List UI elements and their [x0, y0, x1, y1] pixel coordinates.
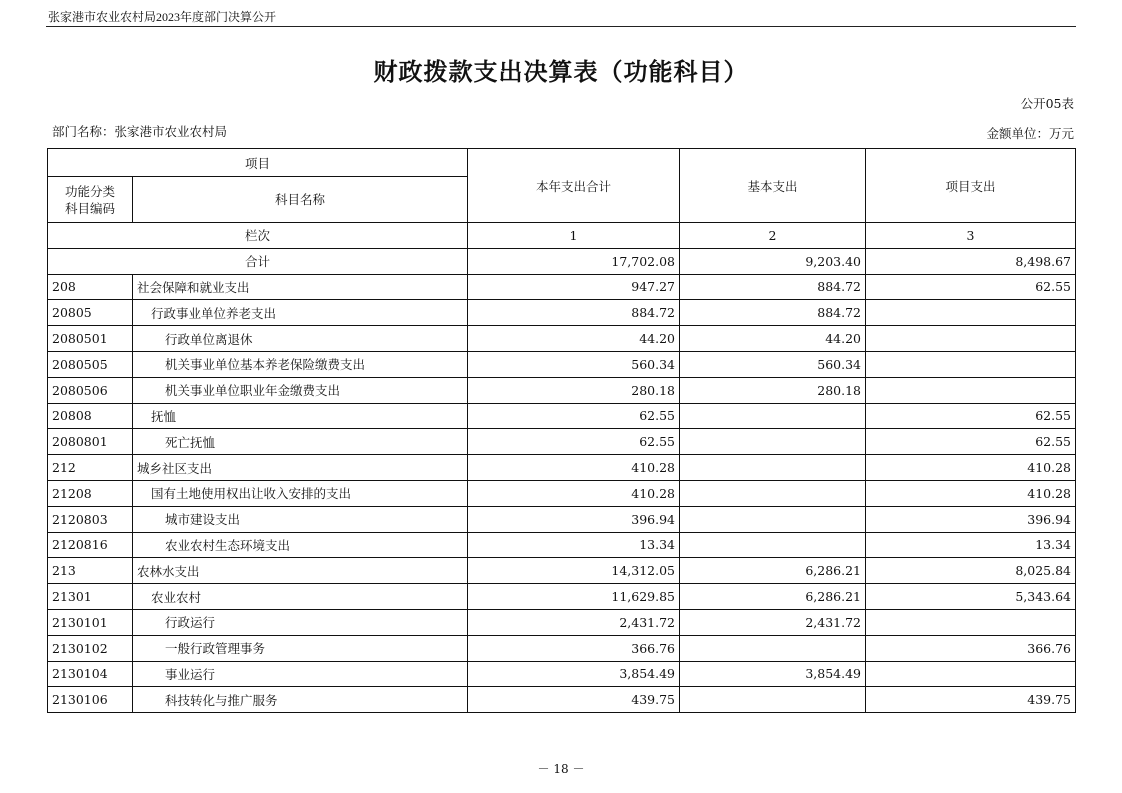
- row-basic: [680, 455, 866, 481]
- row-code: 2130104: [48, 661, 133, 687]
- table-row: [48, 455, 1076, 481]
- row-code: 2130106: [48, 687, 133, 713]
- row-code: 2130102: [48, 635, 133, 661]
- row-code: 2120803: [48, 506, 133, 532]
- row-total: 11,629.85: [468, 584, 680, 610]
- table-row: [48, 377, 1076, 403]
- row-project: [866, 351, 1076, 377]
- row-code: 208: [48, 274, 133, 300]
- table-row: [48, 300, 1076, 326]
- row-name: 城乡社区支出: [133, 455, 468, 481]
- row-code: 20805: [48, 300, 133, 326]
- column-index-1: 1: [468, 223, 680, 249]
- table-row: [48, 480, 1076, 506]
- row-total: 62.55: [468, 403, 680, 429]
- row-total: 947.27: [468, 274, 680, 300]
- row-basic: [680, 532, 866, 558]
- table-row: [48, 635, 1076, 661]
- row-basic: [680, 403, 866, 429]
- row-name: 抚恤: [133, 403, 468, 429]
- row-code: 212: [48, 455, 133, 481]
- row-project: 410.28: [866, 455, 1076, 481]
- header-project-expenditure: 项目支出: [866, 149, 1076, 223]
- row-name: 科技转化与推广服务: [133, 687, 468, 713]
- row-code: 2120816: [48, 532, 133, 558]
- row-basic: [680, 635, 866, 661]
- row-name: 机关事业单位职业年金缴费支出: [133, 377, 468, 403]
- column-index-2: 2: [680, 223, 866, 249]
- header-project: 项目: [48, 149, 468, 177]
- row-project: 5,343.64: [866, 584, 1076, 610]
- total-amount: 17,702.08: [468, 248, 680, 274]
- row-name: 行政单位离退休: [133, 326, 468, 352]
- row-basic: 3,854.49: [680, 661, 866, 687]
- running-header: 张家港市农业农村局2023年度部门决算公开: [48, 10, 277, 24]
- row-name: 国有土地使用权出让收入安排的支出: [133, 480, 468, 506]
- table-row: [48, 609, 1076, 635]
- row-basic: 884.72: [680, 274, 866, 300]
- row-total: 280.18: [468, 377, 680, 403]
- row-basic: [680, 480, 866, 506]
- row-name: 城市建设支出: [133, 506, 468, 532]
- row-name: 事业运行: [133, 661, 468, 687]
- row-name: 一般行政管理事务: [133, 635, 468, 661]
- row-project: 366.76: [866, 635, 1076, 661]
- table-row: [48, 326, 1076, 352]
- amount-unit: 金额单位：万元: [986, 126, 1074, 141]
- header-code: [48, 177, 133, 223]
- column-index-row: [48, 223, 1076, 249]
- row-name: 农林水支出: [133, 558, 468, 584]
- total-basic: 9,203.40: [680, 248, 866, 274]
- table-row: [48, 351, 1076, 377]
- expenditure-table: [47, 148, 1076, 713]
- row-project: [866, 609, 1076, 635]
- row-total: 560.34: [468, 351, 680, 377]
- row-total: 14,312.05: [468, 558, 680, 584]
- header-basic: 基本支出: [680, 149, 866, 223]
- table-row: [48, 429, 1076, 455]
- row-basic: 884.72: [680, 300, 866, 326]
- row-total: 44.20: [468, 326, 680, 352]
- row-total: 3,854.49: [468, 661, 680, 687]
- row-code: 213: [48, 558, 133, 584]
- row-name: 农业农村: [133, 584, 468, 610]
- table-row: [48, 687, 1076, 713]
- row-total: 13.34: [468, 532, 680, 558]
- row-project: [866, 377, 1076, 403]
- total-label: 合计: [48, 248, 468, 274]
- header-total: 本年支出合计: [468, 149, 680, 223]
- row-code: 2130101: [48, 609, 133, 635]
- header-row-1: [48, 149, 1076, 177]
- table-row: [48, 274, 1076, 300]
- row-project: 62.55: [866, 274, 1076, 300]
- table-row: [48, 661, 1076, 687]
- table-row: [48, 584, 1076, 610]
- row-basic: 2,431.72: [680, 609, 866, 635]
- row-total: 396.94: [468, 506, 680, 532]
- column-index-label: 栏次: [48, 223, 468, 249]
- row-basic: [680, 506, 866, 532]
- row-project: 410.28: [866, 480, 1076, 506]
- page-number: － 18 －: [537, 762, 585, 776]
- row-name: 死亡抚恤: [133, 429, 468, 455]
- row-project: 13.34: [866, 532, 1076, 558]
- header-code-text: 功能分类 科目编码: [64, 183, 115, 216]
- row-project: [866, 300, 1076, 326]
- row-basic: 44.20: [680, 326, 866, 352]
- table-row: [48, 532, 1076, 558]
- row-code: 2080505: [48, 351, 133, 377]
- row-basic: 560.34: [680, 351, 866, 377]
- total-project: 8,498.67: [866, 248, 1076, 274]
- column-index-3: 3: [866, 223, 1076, 249]
- row-total: 439.75: [468, 687, 680, 713]
- row-total: 410.28: [468, 455, 680, 481]
- row-code: 21208: [48, 480, 133, 506]
- row-project: 8,025.84: [866, 558, 1076, 584]
- row-basic: [680, 687, 866, 713]
- row-project: 62.55: [866, 429, 1076, 455]
- row-code: 21301: [48, 584, 133, 610]
- row-name: 行政事业单位养老支出: [133, 300, 468, 326]
- row-project: [866, 661, 1076, 687]
- header-name: 科目名称: [133, 177, 468, 223]
- row-basic: [680, 429, 866, 455]
- row-code: 2080801: [48, 429, 133, 455]
- row-total: 410.28: [468, 480, 680, 506]
- row-code: 2080501: [48, 326, 133, 352]
- table-row: [48, 558, 1076, 584]
- table-row: [48, 403, 1076, 429]
- row-project: 62.55: [866, 403, 1076, 429]
- row-name: 机关事业单位基本养老保险缴费支出: [133, 351, 468, 377]
- row-basic: 280.18: [680, 377, 866, 403]
- row-basic: 6,286.21: [680, 558, 866, 584]
- row-total: 366.76: [468, 635, 680, 661]
- header-rule: [46, 26, 1076, 27]
- table-number: 公开05表: [1020, 96, 1074, 111]
- row-total: 62.55: [468, 429, 680, 455]
- row-code: 2080506: [48, 377, 133, 403]
- row-project: 396.94: [866, 506, 1076, 532]
- table-row: [48, 506, 1076, 532]
- total-row: [48, 248, 1076, 274]
- row-name: 行政运行: [133, 609, 468, 635]
- row-total: 2,431.72: [468, 609, 680, 635]
- row-total: 884.72: [468, 300, 680, 326]
- row-name: 社会保障和就业支出: [133, 274, 468, 300]
- row-project: 439.75: [866, 687, 1076, 713]
- page-title: 财政拨款支出决算表（功能科目）: [373, 57, 749, 86]
- row-name: 农业农村生态环境支出: [133, 532, 468, 558]
- department-name: 部门名称：张家港市农业农村局: [52, 124, 228, 139]
- row-code: 20808: [48, 403, 133, 429]
- row-basic: 6,286.21: [680, 584, 866, 610]
- row-project: [866, 326, 1076, 352]
